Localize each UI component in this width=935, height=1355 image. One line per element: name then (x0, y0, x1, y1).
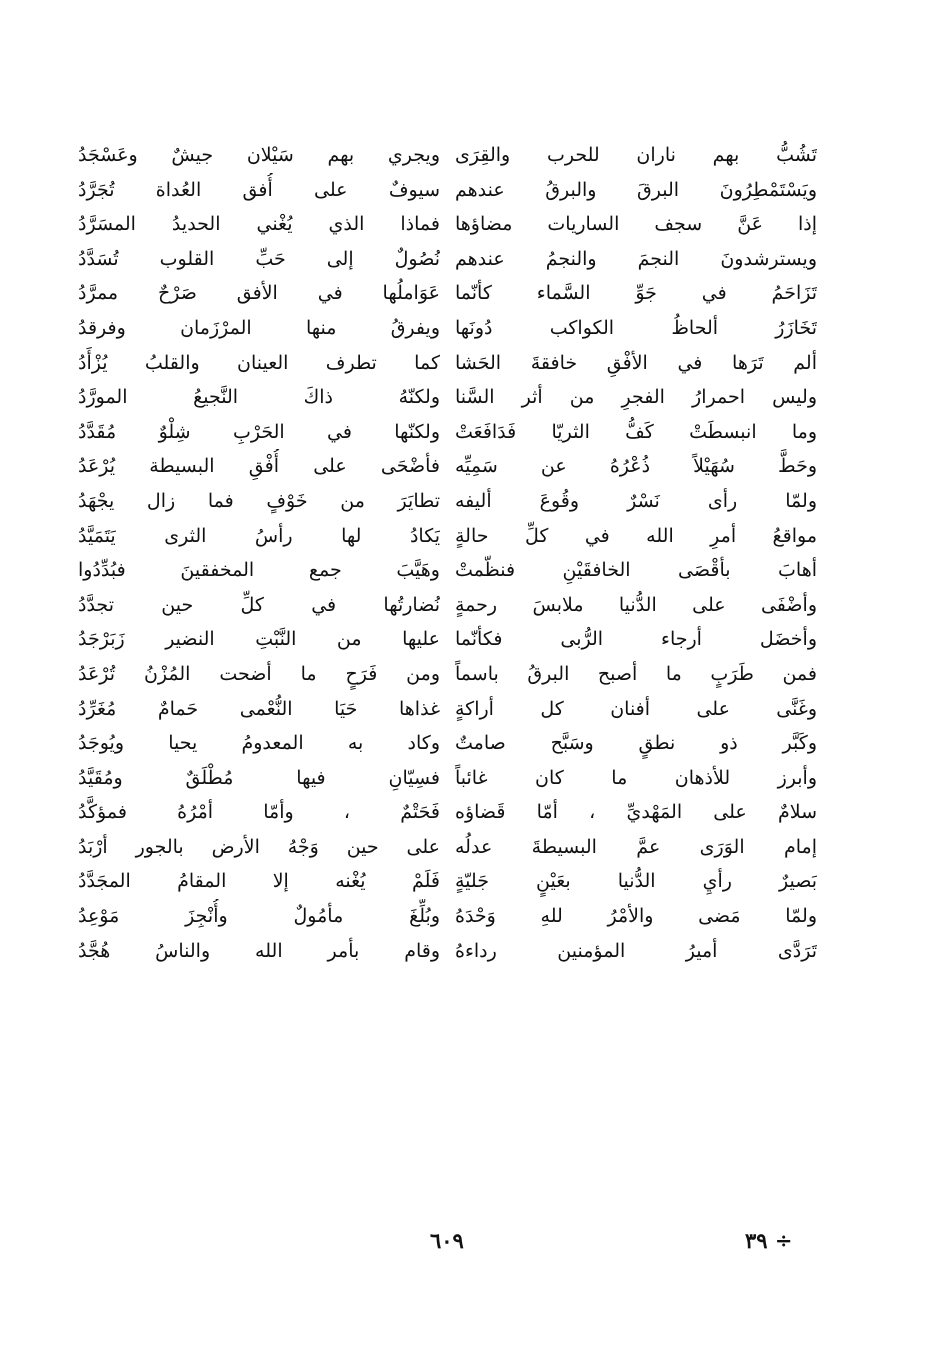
verse-first-hemistich: ويسترشدونَ النجمَ والنجمُ عندهم (455, 247, 817, 270)
verse-second-hemistich: فسِيّانِ فيها مُطْلَقٌ ومُقَيَّدُ (78, 766, 440, 789)
verse-second-hemistich: نُضارتُها في كلِّ حين تجدَّدُ (78, 593, 440, 616)
verse-first-hemistich: وحَطَّ سُهَيْلاً ذُعْرُهُ عن سَمِيِّه (455, 455, 817, 478)
verse-first-hemistich: وأضْفَى على الدُّنيا ملابسَ رحمةٍ (455, 593, 817, 616)
verse-first-hemistich: ويَسْتَمْطِرُونَ البرقَ والبرقُ عندهم (455, 178, 817, 201)
verse-second-hemistich: ويفرقُ منها المرْزَمان وفرقدُ (78, 316, 440, 339)
verse-second-hemistich: فَلَمْ يُغْنه إلا المقامُ المجَدَّدُ (78, 870, 440, 893)
verse-first-hemistich: مواقعُ أمرِ الله في كلِّ حالةٍ (455, 524, 817, 547)
verse-first-hemistich: تَخَازَرُ ألحاظُ الكواكب دُونَها (455, 316, 817, 339)
verse-second-hemistich: على حين وَجْهُ الأرض بالجور أرْبَدُ (78, 835, 440, 858)
verse-first-hemistich: وغَنَّى على أفنان كل أراكةٍ (455, 697, 817, 720)
verse-first-hemistich: أهابَ بأقْصَى الخافقَيْنِ فنظّمتْ (455, 559, 817, 582)
verse-first-hemistich: سلامٌ على المَهْديِّ ، أمّا قَضاؤه (455, 801, 817, 824)
verse-second-hemistich: فأضْحَى على أُفْقِ البسيطة يُرْعَدُ (78, 455, 440, 478)
verse-second-hemistich: كما تطرف العينان والقلبُ يُزْأَدُ (78, 351, 440, 374)
verse-second-hemistich: وقام بأمر الله والناسُ هُجَّدُ (78, 939, 440, 962)
verse-second-hemistich: وبُلِّغَ مأمُولٌ وأُنْجِزَ مَوْعِدُ (78, 905, 440, 928)
verse-second-hemistich: عليها من النَّبْتِ النضير زَبَرْجَدُ (78, 628, 440, 651)
verse-first-hemistich: وما انبسطَتْ كَفُّ الثريّا فَدَافَعَتْ (455, 420, 817, 443)
verse-second-hemistich: يَكادُ لها رأسُ الثرى يَتَمَيَّدُ (78, 524, 440, 547)
verse-second-hemistich: فماذا الذي يُغْني الحديدُ المسَرَّدُ (78, 213, 440, 236)
verse-first-hemistich: ولمّا رأى نَسْرٌ وقُوعَ أليفه (455, 489, 817, 512)
verse-first-hemistich: وكَبَّر ذو نطقٍ وسَبَّح صامتٌ (455, 732, 817, 755)
verse-second-hemistich: ولكنّها في الحَرْبِ شِلْوٌ مُقَدَّدُ (78, 420, 440, 443)
verse-first-hemistich: بَصيرٌ رأيِ الدُّنيا بعَيْنٍ جَليّةٍ (455, 870, 817, 893)
verse-first-hemistich: وأبرز للأذهان ما كان غائباً (455, 766, 817, 789)
verse-first-hemistich: ولمّا مَضى والأمْرُ للهِ وَحْدَهُ (455, 905, 817, 928)
verse-second-hemistich: تطايَرَ من خَوْفٍ فما زال يجْهَدُ (78, 489, 440, 512)
verse-first-hemistich: ألم تَرَها في الأفْقِ خافقةَ الحَشا (455, 351, 817, 374)
verse-second-hemistich: نُصُولٌ إلى حَبِّ القلوب تُسَدَّدُ (78, 247, 440, 270)
verse-second-hemistich: ولكنّهُ ذاكَ النَّجيعُ المورَّدُ (78, 386, 440, 409)
verse-first-hemistich: فمن طَرَبٍ ما أصبح البرقُ باسماً (455, 662, 817, 685)
verse-first-hemistich: تَرَدَّى أميرُ المؤمنين رداءهُ (455, 939, 817, 962)
verse-second-hemistich: وهَيَّبَ جمع المخفقينَ فبُدِّدُوا (78, 559, 440, 582)
verse-second-hemistich: عَوَاملُها في الأفق صَرْحٌ ممرَّدُ (78, 282, 440, 305)
verse-second-hemistich: ويجري بهم سَيْلان جيشٌ وعَسْجَدُ (78, 144, 440, 166)
poem-left-column (78, 138, 440, 968)
signature-mark: ÷ ٣٩ (745, 1228, 793, 1253)
verse-second-hemistich: وكاد به المعدومُ يحيا ويُوجَدُ (78, 732, 440, 755)
verse-first-hemistich: وأخضَل أرجاء الرُّبى فكأنّما (455, 628, 817, 651)
verse-second-hemistich: غذاها حَيَا النُّعْمى حَمامٌ مُغَرِّدُ (78, 697, 440, 720)
verse-first-hemistich: تَزَاحَمُ في جَوِّ السَّماء كأنّما (455, 282, 817, 305)
page-number: ٦٠٩ (430, 1228, 464, 1253)
poem-right-column (455, 138, 817, 968)
verse-first-hemistich: تَشُبُّ بهم ناران للحرب والقِرَى (455, 144, 817, 166)
verse-second-hemistich: فَحَتْمٌ ، وأمّا أمْرُهُ فمؤكَّدُ (78, 801, 440, 824)
verse-second-hemistich: سيوفٌ على أُفق العُداة تُجَرَّدُ (78, 178, 440, 201)
verse-first-hemistich: إمام الوَرَى عمَّ البسيطةَ عدلُه (455, 835, 817, 858)
verse-first-hemistich: إذا عَنَّ سجف الساريات مضاؤها (455, 213, 817, 236)
verse-second-hemistich: ومن فَرَحٍ ما أضحت المُزْنُ تُرْعَدُ (78, 662, 440, 685)
verse-first-hemistich: وليس احمرارُ الفجرِ من أثر السَّنا (455, 386, 817, 409)
